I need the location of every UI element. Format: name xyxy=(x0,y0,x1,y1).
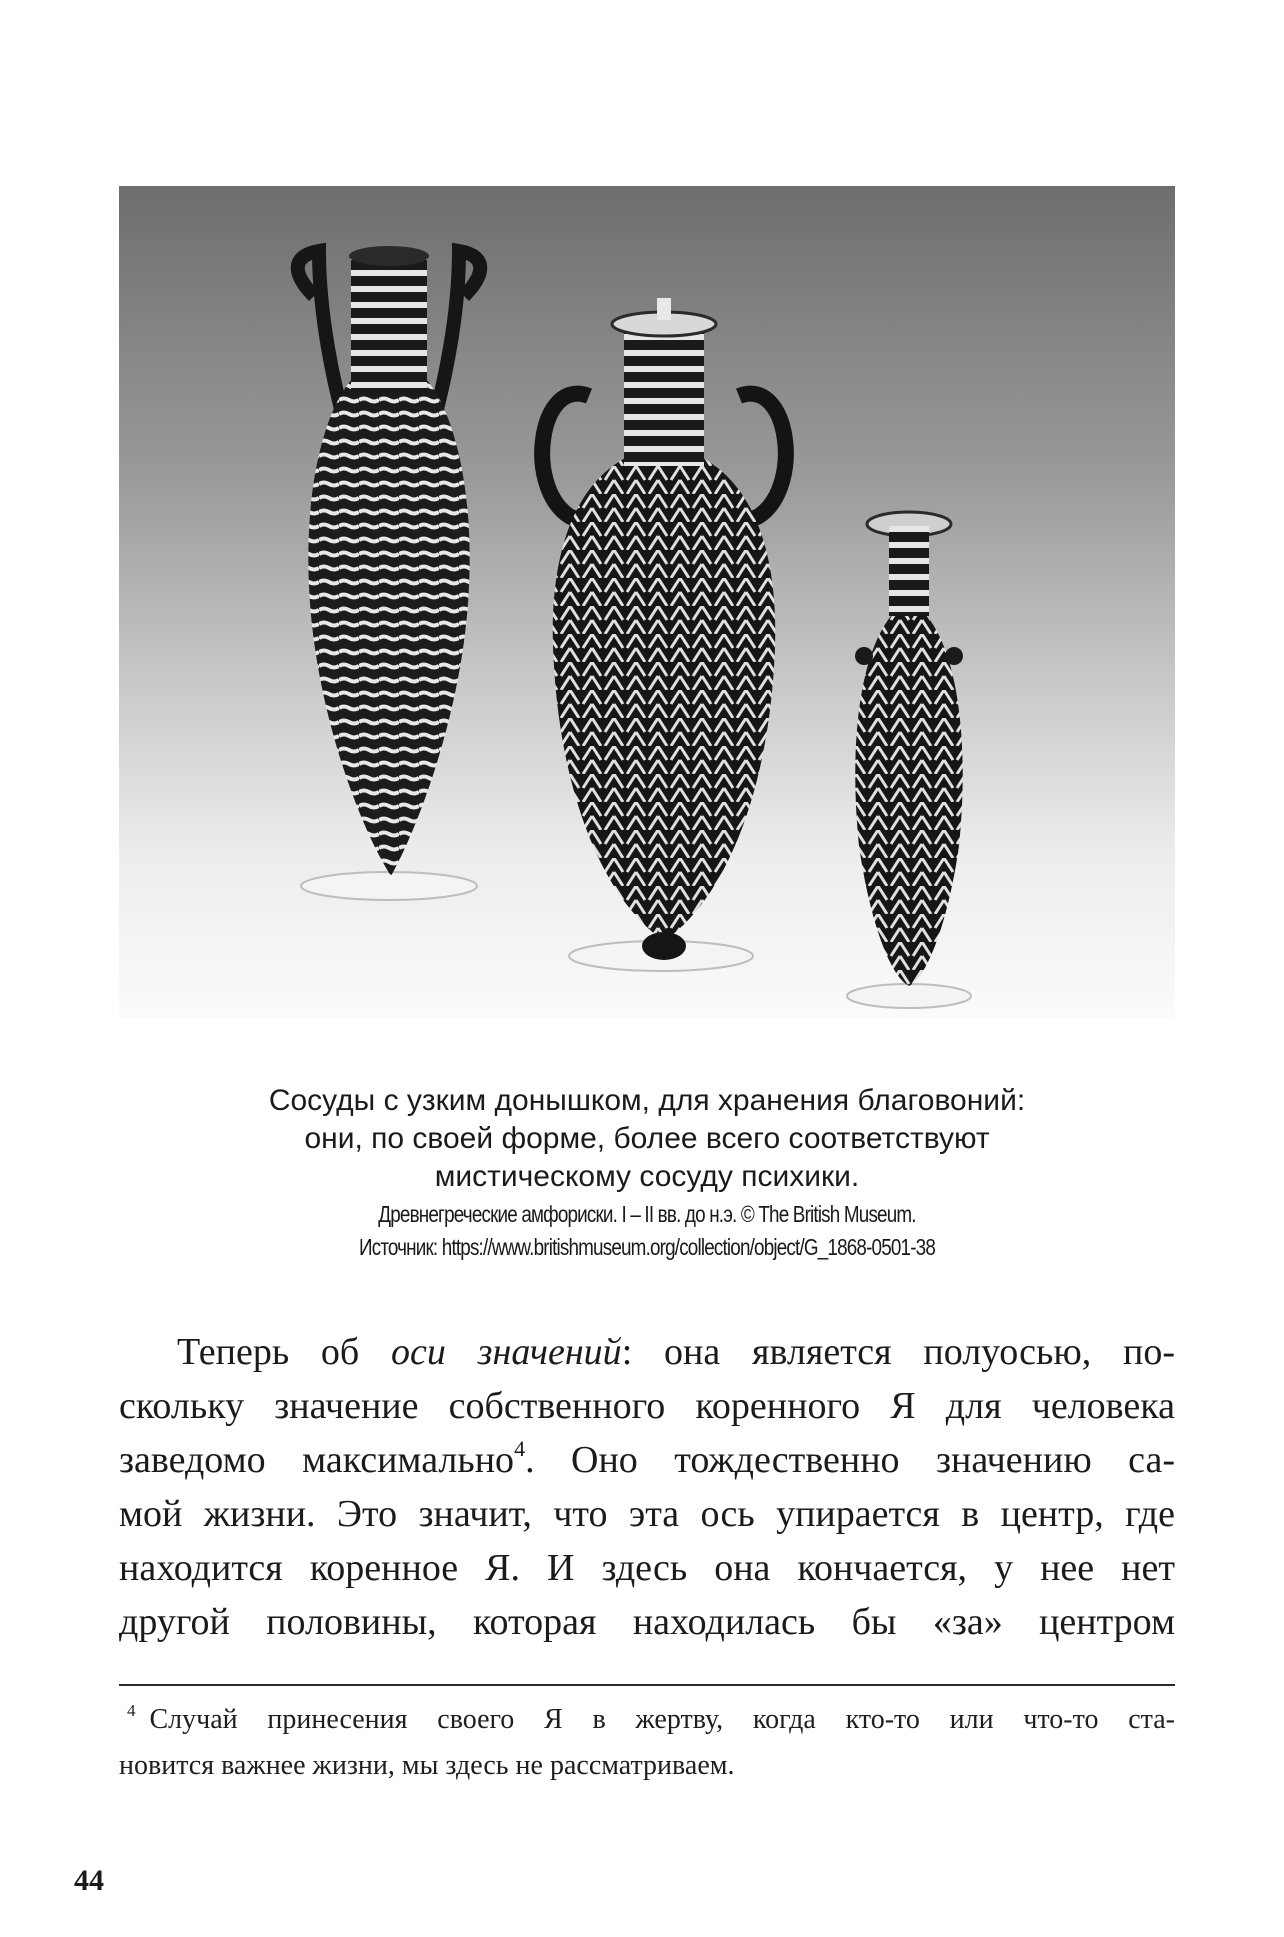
caption-source-link[interactable]: Источник: https://www.britishmuseum.org/collection/object/G_1868-0501-38 xyxy=(358,1234,936,1260)
caption-line: Сосуды с узким донышком, для хранения благовоний: xyxy=(268,1084,1026,1117)
amphoriskos-photo xyxy=(119,186,1175,1018)
footnote-line: новится важнее жизни, мы здесь не рассматриваем. xyxy=(119,1750,735,1781)
page-number: 44 xyxy=(74,1864,104,1897)
footnote xyxy=(119,1697,1175,1789)
figure-caption xyxy=(119,1082,1175,1262)
caption-line: они, по своей форме, более всего соответствуют xyxy=(304,1122,990,1155)
body-line: другой половины, которая находилась бы «за» центром xyxy=(119,1601,1175,1643)
caption-credit: Древнегреческие амфориски. I – II вв. до н.э. © The British Museum. xyxy=(378,1201,916,1227)
footnote-ref[interactable]: 4 xyxy=(514,1436,526,1461)
caption-line: мистическому сосуду психики. xyxy=(434,1160,860,1193)
footnote-line: $^4$ Случай принесения своего Я в жертву, когда кто-то или что-то ста- xyxy=(127,1701,1175,1735)
body-line: мой жизни. Это значит, что эта ось упирается в центр, где xyxy=(119,1493,1175,1535)
emphasis: оси значений xyxy=(391,1331,622,1373)
body-line: заведомо максимально$^4$. Оно тождественно значению са- xyxy=(119,1436,1175,1481)
body-line: скольку значение собственного коренного Я для человека xyxy=(119,1385,1175,1427)
body-line: находится коренное Я. И здесь она кончается, у нее нет xyxy=(119,1547,1175,1589)
body-paragraph xyxy=(119,1325,1175,1649)
body-line: Теперь об оси значений: она является полуосью, по- xyxy=(177,1331,1176,1373)
footnote-divider xyxy=(119,1684,1175,1686)
footnote-mark: 4 xyxy=(127,1701,136,1720)
